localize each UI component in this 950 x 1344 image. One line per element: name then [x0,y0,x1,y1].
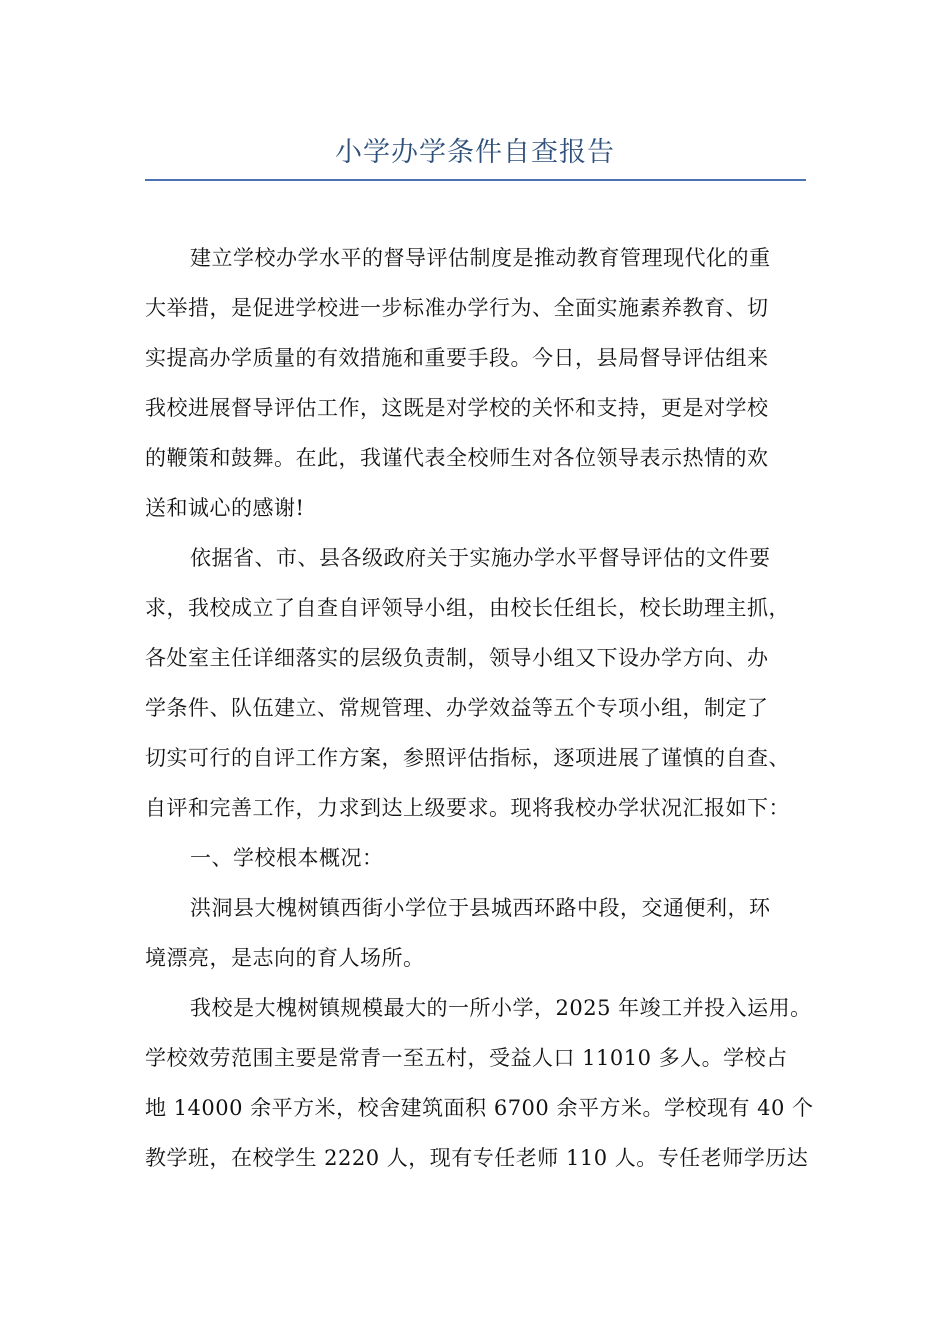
paragraph-line: 自评和完善工作，力求到达上级要求。现将我校办学状况汇报如下： [145,796,790,820]
paragraph-line: 的鞭策和鼓舞。在此，我谨代表全校师生对各位领导表示热情的欢 [145,446,769,470]
title-underline [145,179,806,181]
paragraph-line: 建立学校办学水平的督导评估制度是推动教育管理现代化的重 [190,246,771,270]
paragraph-line: 依据省、市、县各级政府关于实施办学水平督导评估的文件要 [190,546,771,570]
paragraph-line: 地 14000 余平方米，校舍建筑面积 6700 余平方米。学校现有 40 个 [145,1096,814,1120]
paragraph-line: 洪洞县大槐树镇西街小学位于县城西环路中段，交通便利，环 [190,896,771,920]
paragraph-line: 各处室主任详细落实的层级负责制，领导小组又下设办学方向、办 [145,646,769,670]
document-body [145,233,825,1183]
paragraph-line: 境漂亮，是志向的育人场所。 [145,946,425,970]
paragraph-line: 切实可行的自评工作方案，参照评估指标，逐项进展了谨慎的自查、 [145,746,790,770]
document-title: 小学办学条件自查报告 [335,137,615,168]
paragraph-line: 我校是大槐树镇规模最大的一所小学，2025 年竣工并投入运用。 [190,996,812,1020]
paragraph-line: 学条件、队伍建立、常规管理、办学效益等五个专项小组，制定了 [145,696,769,720]
paragraph-line: 实提高办学质量的有效措施和重要手段。今日，县局督导评估组来 [145,346,769,370]
paragraph-line: 送和诚心的感谢! [145,496,305,520]
paragraph-line: 求，我校成立了自查自评领导小组，由校长任组长，校长助理主抓， [145,596,790,620]
paragraph-line: 教学班，在校学生 2220 人，现有专任老师 110 人。专任老师学历达 [145,1146,809,1170]
paragraph-line: 我校进展督导评估工作，这既是对学校的关怀和支持，更是对学校 [145,396,769,420]
paragraph-line: 大举措，是促进学校进一步标准办学行为、全面实施素养教育、切 [145,296,769,320]
section-heading: 一、学校根本概况： [190,846,384,870]
paragraph-line: 学校效劳范围主要是常青一至五村，受益人口 11010 多人。学校占 [145,1046,788,1070]
